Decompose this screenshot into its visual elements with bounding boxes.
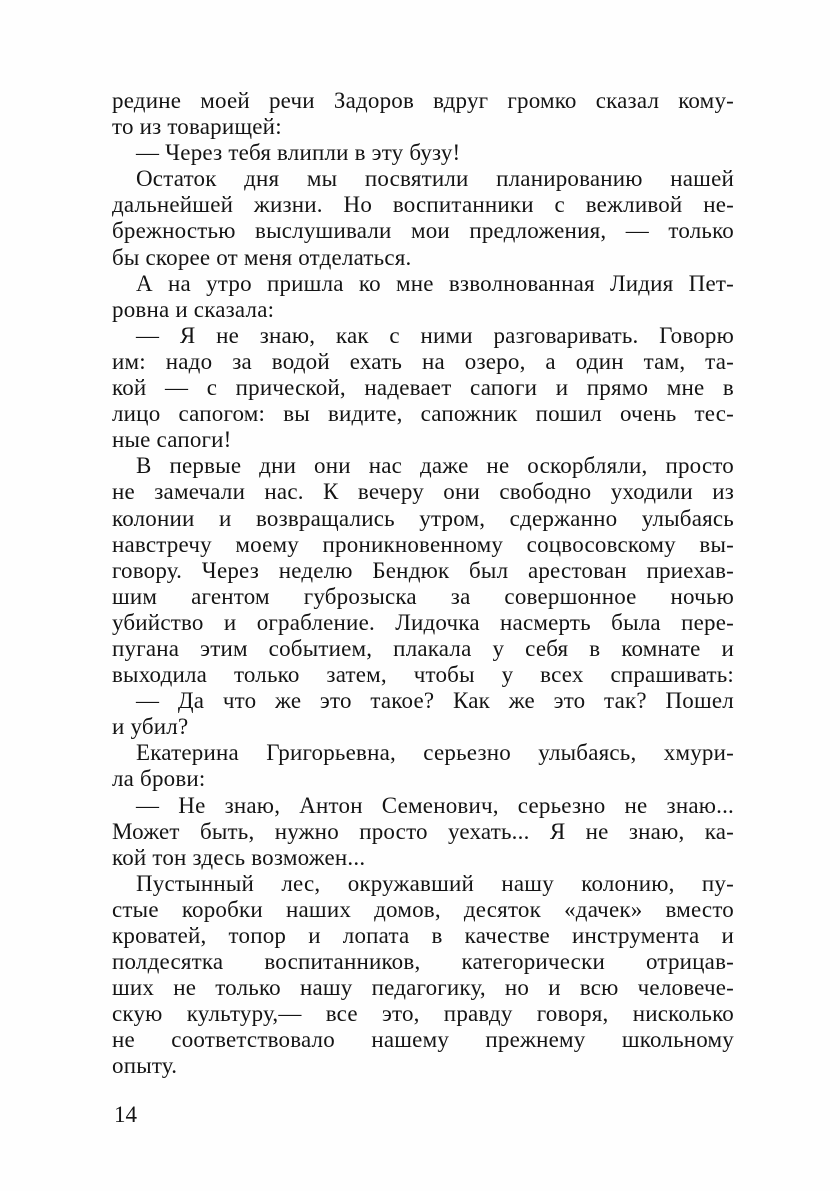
text-line: не соответствовало нашему прежнему школьному <box>112 1027 734 1053</box>
text-line: ших не только нашу педагогику, но и всю человече- <box>112 975 734 1001</box>
text-line: — Не знаю, Антон Семенович, серьезно не знаю... <box>136 792 734 818</box>
text-line: ла брови: <box>112 766 206 792</box>
text-line: А на утро пришла ко мне взволнованная Лидия Пет- <box>136 270 734 296</box>
text-line: опыту. <box>112 1053 178 1079</box>
text-line: редине моей речи Задоров вдруг громко сказал кому- <box>112 88 734 113</box>
page-number: 14 <box>114 1102 137 1127</box>
text-line: полдесятка воспитанников, категорически отрицав- <box>112 949 734 975</box>
text-line: убийство и ограбление. Лидочка насмерть была пере- <box>112 609 734 635</box>
text-line: шим агентом губрозыска за совершонное ночью <box>112 583 734 609</box>
text-line: колонии и возвращались утром, сдержанно улыбаясь <box>112 505 734 531</box>
text-line: брежностью выслушивали мои предложения, — только <box>112 218 734 244</box>
text-line: выходила только затем, чтобы у всех спрашивать: <box>112 662 734 688</box>
text-line: стые коробки наших домов, десяток «дачек» вместо <box>112 896 734 922</box>
text-line: кой тон здесь возможен... <box>112 844 366 870</box>
text-line: не замечали нас. К вечеру они свободно уходили из <box>112 479 734 505</box>
text-line: Пустынный лес, окружавший нашу колонию, пу- <box>136 870 734 896</box>
text-line: — Через тебя влипли в эту бузу! <box>136 140 461 166</box>
text-line: и убил? <box>112 714 189 740</box>
text-line: кой — с прической, надевает сапоги и прямо мне в <box>112 375 734 401</box>
text-line: навстречу моему проникновенному соцвосовскому вы- <box>112 531 734 557</box>
text-line: В первые дни они нас даже не оскорбляли, просто <box>136 453 734 479</box>
text-line: кроватей, топор и лопата в качестве инструмента и <box>112 923 734 948</box>
text-line: дальнейшей жизни. Но воспитанники с вежливой не- <box>112 192 734 218</box>
text-line: пугана этим событием, плакала у себя в комнате и <box>112 635 734 661</box>
text-line: бы скорее от меня отделаться. <box>112 244 412 270</box>
text-line: — Да что же это такое? Как же это так? Пошел <box>136 688 734 714</box>
text-line: Может быть, нужно просто уехать... Я не знаю, ка- <box>112 818 734 844</box>
text-line: скую культуру,— все это, правду говоря, нисколько <box>112 1001 734 1027</box>
text-line: Остаток дня мы посвятили планированию нашей <box>136 166 734 192</box>
text-line: лицо сапогом: вы видите, сапожник пошил очень тес- <box>112 401 734 427</box>
text-line: Екатерина Григорьевна, серьезно улыбаясь, хмури- <box>136 740 734 766</box>
text-line: ровна и сказала: <box>112 296 275 322</box>
text-line: — Я не знаю, как с ними разговаривать. Говорю <box>136 322 734 348</box>
text-line: говору. Через неделю Бендюк был арестован приехав- <box>112 557 734 583</box>
body-text <box>112 88 734 1080</box>
text-line: им: надо за водой ехать на озеро, а один там, та- <box>112 348 734 374</box>
text-line: ные сапоги! <box>112 427 232 453</box>
text-line: то из товарищей: <box>112 114 282 140</box>
